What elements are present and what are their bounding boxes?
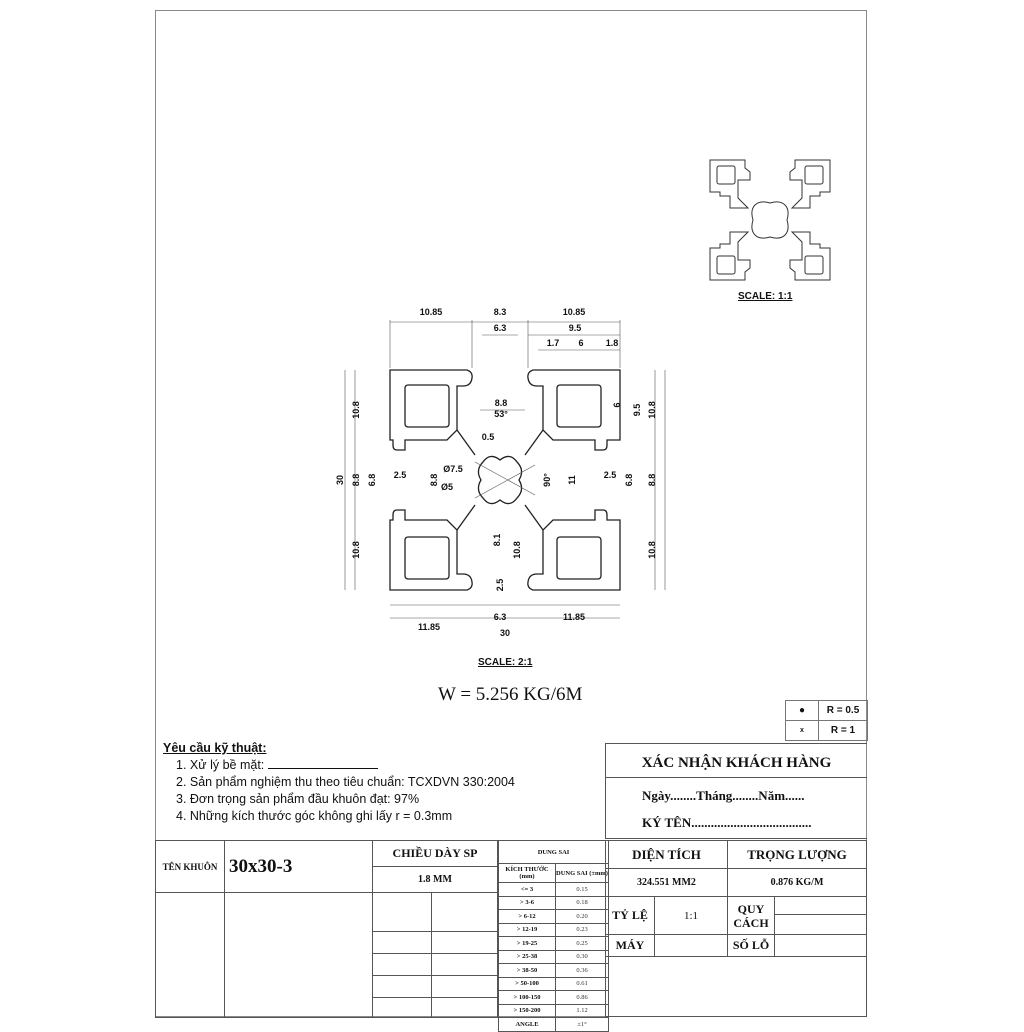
svg-text:6.8: 6.8 xyxy=(367,473,377,487)
tolerance-title: DUNG SAI xyxy=(499,841,609,864)
tolerance-row: > 19-25 0.25 xyxy=(499,937,609,951)
profile-main-drawing xyxy=(335,300,685,640)
radius-legend xyxy=(785,700,868,741)
svg-text:9.5: 9.5 xyxy=(632,403,642,417)
scale-label: TỶ LỆ xyxy=(606,897,655,934)
title-block-right xyxy=(605,840,867,957)
requirement-item: 4. Những kích thước góc không ghi lấy r = 0.3mm xyxy=(176,809,453,823)
lot-label: SỐ LỖ xyxy=(728,934,775,956)
svg-text:10.8: 10.8 xyxy=(351,541,361,559)
svg-text:Ø5: Ø5 xyxy=(440,482,454,492)
svg-text:8.8: 8.8 xyxy=(429,473,439,487)
thickness-label: CHIỀU DÀY SP xyxy=(373,841,498,867)
svg-text:53°: 53° xyxy=(494,409,508,419)
mold-name-value: 30x30-3 xyxy=(225,841,373,893)
radius-row: x R = 1 xyxy=(786,721,868,741)
tolerance-table: DUNG SAI KÍCH THƯỚC (mm) DUNG SAI (±mm) <= 3 0.15 > 3-6 0.18 > 6-12 0.20 > 12-19 0.23 > 19-25 0.25 > 25-38 0.30 > 38-50 0.36 > 50-100 0.61 > 100-150 0.86 > 150-200 1.12 ANGLE ±1° xyxy=(498,840,609,1032)
tolerance-row: > 3-6 0.18 xyxy=(499,896,609,910)
tolerance-row: <= 3 0.15 xyxy=(499,883,609,897)
svg-text:10.8: 10.8 xyxy=(647,541,657,559)
svg-text:10.85: 10.85 xyxy=(419,307,443,317)
svg-text:1.7: 1.7 xyxy=(546,338,560,348)
tolerance-row: > 50-100 0.61 xyxy=(499,977,609,991)
svg-text:0.5: 0.5 xyxy=(481,432,495,442)
spec-label: QUY CÁCH xyxy=(728,897,775,934)
requirement-item: 3. Đơn trọng sản phẩm đầu khuôn đạt: 97% xyxy=(176,792,420,806)
svg-text:90°: 90° xyxy=(542,473,552,487)
tolerance-row: ANGLE ±1° xyxy=(499,1018,609,1032)
svg-text:11.85: 11.85 xyxy=(417,622,441,632)
svg-text:Ø7.5: Ø7.5 xyxy=(443,464,463,474)
svg-text:10.8: 10.8 xyxy=(351,401,361,419)
svg-text:8.8: 8.8 xyxy=(351,473,361,487)
svg-text:6: 6 xyxy=(612,402,622,408)
spec-value-1 xyxy=(775,897,867,914)
scale-value: 1:1 xyxy=(655,897,728,934)
date-line: Ngày........Tháng........Năm...... xyxy=(642,788,805,803)
area-value: 324.551 MM2 xyxy=(606,869,728,897)
customer-confirmation-title: XÁC NHẬN KHÁCH HÀNG xyxy=(606,744,867,778)
thickness-value: 1.8 MM xyxy=(373,867,498,893)
svg-text:11.85: 11.85 xyxy=(562,612,586,622)
cross-icon: x xyxy=(786,721,819,741)
requirement-item: 2. Sản phẩm nghiệm thu theo tiêu chuẩn: TCXDVN 330:2004 xyxy=(176,775,515,789)
requirements-title: Yêu cầu kỹ thuật: xyxy=(163,741,267,755)
profile-thumbnail xyxy=(700,150,840,290)
notes-box xyxy=(605,956,867,1017)
tolerance-row: > 12-19 0.23 xyxy=(499,923,609,937)
svg-text:2.5: 2.5 xyxy=(393,470,407,480)
tolerance-row: > 38-50 0.36 xyxy=(499,964,609,978)
mold-name-label: TÊN KHUÔN xyxy=(156,841,225,893)
svg-text:10.85: 10.85 xyxy=(562,307,586,317)
tolerance-row: > 150-200 1.12 xyxy=(499,1004,609,1018)
surface-treatment-blank xyxy=(268,757,378,769)
svg-text:2.5: 2.5 xyxy=(495,578,505,592)
weight-value: 0.876 KG/M xyxy=(728,869,867,897)
svg-text:6: 6 xyxy=(578,338,584,348)
machine-value xyxy=(655,934,728,956)
tolerance-row: > 25-38 0.30 xyxy=(499,950,609,964)
svg-text:30: 30 xyxy=(335,474,345,486)
svg-text:6.8: 6.8 xyxy=(624,473,634,487)
weight-per-length: W = 5.256 KG/6M xyxy=(438,684,583,705)
spec-value-2 xyxy=(775,914,867,934)
thumb-scale-label: SCALE: 1:1 xyxy=(738,291,793,302)
lot-value xyxy=(775,934,867,956)
title-block-left xyxy=(155,840,498,1018)
main-scale-label: SCALE: 2:1 xyxy=(478,657,533,668)
svg-text:11: 11 xyxy=(567,475,577,485)
svg-text:10.8: 10.8 xyxy=(512,541,522,559)
svg-text:1.8: 1.8 xyxy=(605,338,619,348)
weight-label: TRỌNG LƯỢNG xyxy=(728,841,867,869)
requirement-item: 1. Xử lý bề mặt: xyxy=(163,757,515,774)
signature-line: KÝ TÊN..................................... xyxy=(642,815,812,830)
svg-text:8.1: 8.1 xyxy=(492,533,502,547)
svg-text:9.5: 9.5 xyxy=(568,323,582,333)
area-label: DIỆN TÍCH xyxy=(606,841,728,869)
machine-label: MÁY xyxy=(606,934,655,956)
svg-text:8.8: 8.8 xyxy=(494,398,508,408)
svg-text:2.5: 2.5 xyxy=(603,470,617,480)
tolerance-row: > 6-12 0.20 xyxy=(499,910,609,924)
svg-text:6.3: 6.3 xyxy=(493,612,507,622)
tolerance-row: > 100-150 0.86 xyxy=(499,991,609,1005)
technical-requirements xyxy=(163,740,515,825)
svg-text:30: 30 xyxy=(499,628,511,638)
svg-text:8.8: 8.8 xyxy=(647,473,657,487)
svg-text:8.3: 8.3 xyxy=(493,307,507,317)
svg-text:10.8: 10.8 xyxy=(647,401,657,419)
dot-icon: ● xyxy=(786,701,819,721)
customer-confirmation xyxy=(605,743,867,839)
svg-text:6.3: 6.3 xyxy=(493,323,507,333)
radius-row: ● R = 0.5 xyxy=(786,701,868,721)
